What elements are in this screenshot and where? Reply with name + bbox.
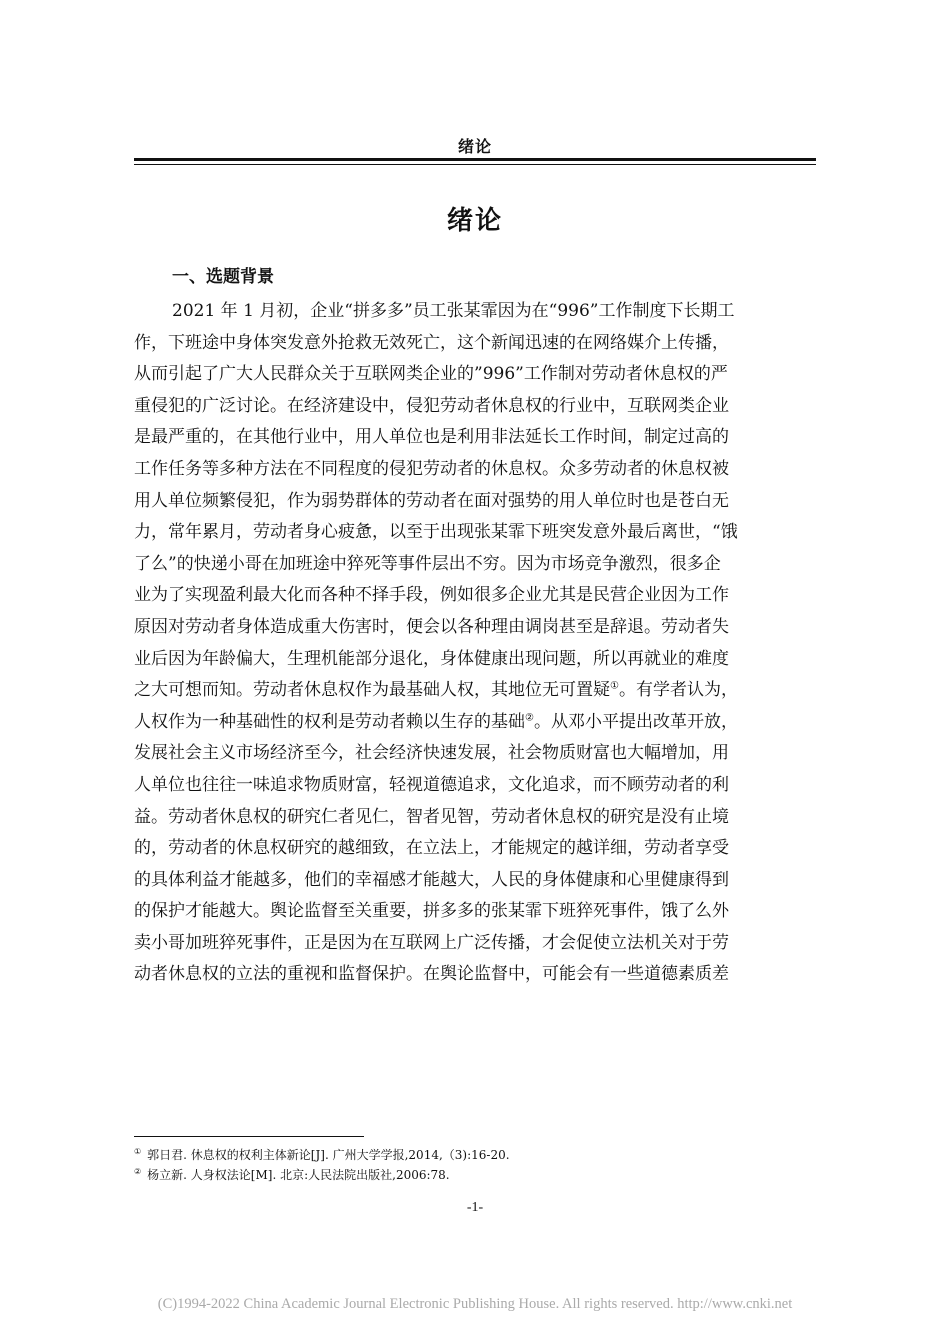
- body-line-part: 。从邓小平提出改革开放，: [533, 711, 738, 732]
- body-line: 卖小哥加班猝死事件，正是因为在互联网上广泛传播，才会促使立法机关对于劳: [134, 932, 729, 953]
- body-line: 的，劳动者的休息权研究的越细致，在立法上，才能规定的越详细，劳动者享受: [134, 838, 729, 859]
- body-line-part: 人权作为一种基础性的权利是劳动者赖以生存的基础: [134, 711, 525, 732]
- page-number: -1-: [466, 1200, 484, 1215]
- footnote-ref-2[interactable]: ②: [525, 712, 534, 724]
- footnote-text: 郭日君. 休息权的权利主体新论[J]. 广州大学学报,2014,（3):16-20.: [147, 1148, 510, 1162]
- section-heading: 一、选题背景: [172, 267, 274, 287]
- body-paragraph: [134, 296, 816, 991]
- footnote-ref-1[interactable]: ①: [610, 680, 619, 692]
- body-line: 工作任务等多种方法在不同程度的侵犯劳动者的休息权。众多劳动者的休息权被: [134, 458, 729, 479]
- running-header: 绪论: [457, 137, 492, 156]
- body-line: 的具体利益才能越多，他们的幸福感才能越大，人民的身体健康和心里健康得到: [134, 869, 729, 890]
- header-rule-thick: [134, 158, 816, 161]
- footnote-mark: ①: [134, 1147, 142, 1156]
- body-line: 从而引起了广大人民群众关于互联网类企业的”996”工作制对劳动者休息权的严: [134, 364, 728, 385]
- body-line: 业后因为年龄偏大，生理机能部分退化，身体健康出现问题，所以再就业的难度: [134, 648, 729, 669]
- body-line: 原因对劳动者身体造成重大伤害时，便会以各种理由调岗甚至是辞退。劳动者失: [134, 616, 729, 637]
- body-line: 是最严重的，在其他行业中，用人单位也是利用非法延长工作时间，制定过高的: [134, 427, 729, 448]
- chapter-title: 绪论: [446, 206, 503, 236]
- copyright-notice: (C)1994-2022 China Academic Journal Electronic Publishing House. All rights reserved. http://www.cnki.net: [157, 1296, 793, 1312]
- body-line: 力，常年累月，劳动者身心疲惫，以至于出现张某霏下班突发意外最后离世，“饿: [134, 522, 738, 543]
- footnote-mark: ②: [134, 1167, 142, 1176]
- header-rule-thin: [134, 164, 816, 165]
- body-line: 用人单位频繁侵犯，作为弱势群体的劳动者在面对强势的用人单位时也是苍白无: [134, 490, 729, 511]
- footnote-1: [134, 1146, 510, 1163]
- footnote-2: [134, 1166, 450, 1183]
- body-line: 2021 年 1 月初，企业“拼多多”员工张某霏因为在“996”工作制度下长期工: [172, 301, 735, 321]
- body-line: 重侵犯的广泛讨论。在经济建设中，侵犯劳动者休息权的行业中，互联网类企业: [134, 395, 729, 416]
- footnote-separator: [134, 1136, 364, 1137]
- footnote-text: 杨立新. 人身权法论[M]. 北京:人民法院出版社,2006:78.: [147, 1168, 450, 1182]
- body-line: 了么”的快递小哥在加班途中猝死等事件层出不穷。因为市场竞争激烈，很多企: [134, 553, 721, 574]
- body-line: 的保护才能越大。舆论监督至关重要，拼多多的张某霏下班猝死事件，饿了么外: [134, 901, 729, 922]
- body-line-part: 之大可想而知。劳动者休息权作为最基础人权，其地位无可置疑: [134, 680, 610, 701]
- body-line: 作，下班途中身体突发意外抢救无效死亡，这个新闻迅速的在网络媒介上传播，: [134, 332, 729, 353]
- body-line: 益。劳动者休息权的研究仁者见仁，智者见智，劳动者休息权的研究是没有止境: [134, 806, 729, 827]
- body-line: [134, 675, 816, 707]
- body-line-part: 。有学者认为，: [618, 680, 738, 701]
- body-line: 动者休息权的立法的重视和监督保护。在舆论监督中，可能会有一些道德素质差: [134, 964, 729, 985]
- body-line: 人单位也往往一味追求物质财富，轻视道德追求，文化追求，而不顾劳动者的利: [134, 774, 729, 795]
- body-line: 发展社会主义市场经济至今，社会经济快速发展，社会物质财富也大幅增加，用: [134, 743, 729, 764]
- body-line: [134, 707, 816, 739]
- body-line: 业为了实现盈利最大化而各种不择手段，例如很多企业尤其是民营企业因为工作: [134, 585, 729, 606]
